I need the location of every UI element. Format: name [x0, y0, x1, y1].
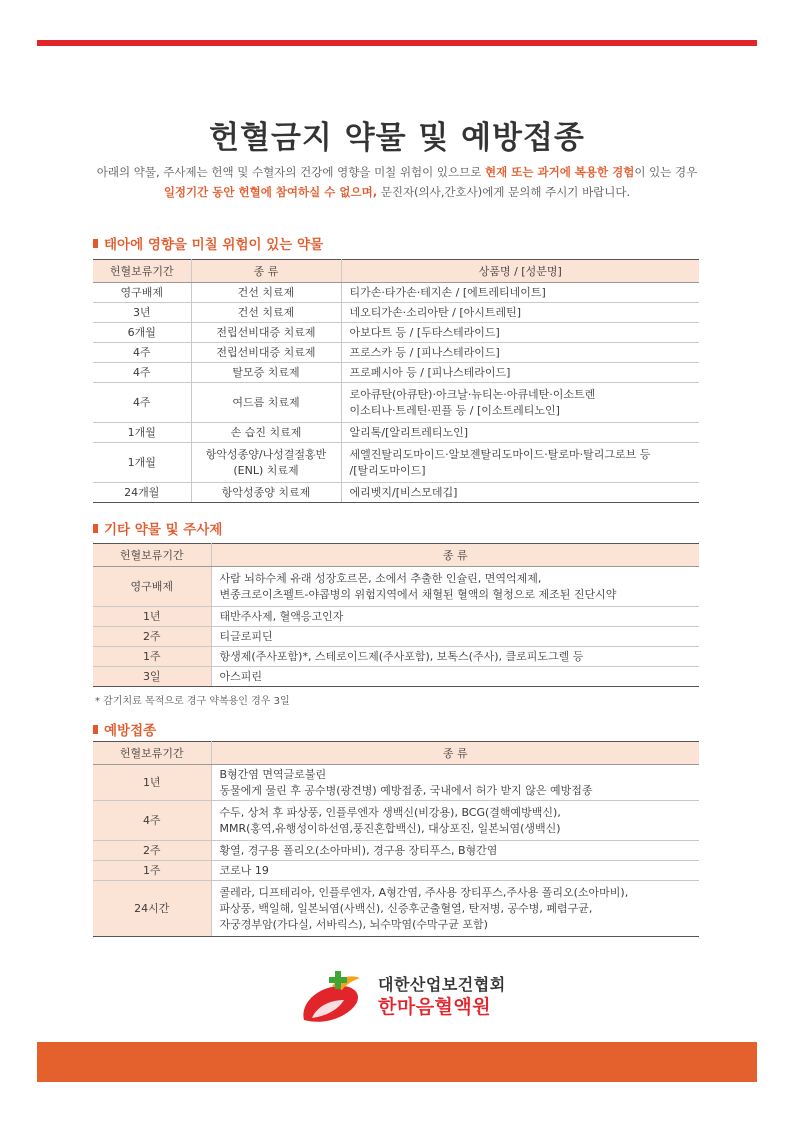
- period-cell: 2주: [93, 841, 211, 861]
- product-cell: 네오티가손·소리아탄 / [아시트레틴]: [341, 303, 699, 323]
- col-header-period: 헌혈보류기간: [93, 742, 211, 765]
- intro-part3: 문진자(의사,간호사)에게 문의해 주시기 바랍니다.: [377, 185, 631, 199]
- table-row: [93, 283, 699, 303]
- type-cell: 건선 치료제: [191, 303, 341, 323]
- period-cell: 4주: [93, 343, 191, 363]
- period-cell: 4주: [93, 363, 191, 383]
- period-cell: 6개월: [93, 323, 191, 343]
- product-cell: 프로페시아 등 / [피나스테라이드]: [341, 363, 699, 383]
- period-cell: 24시간: [93, 881, 211, 937]
- footnote: * 감기치료 목적으로 경구 약복용인 경우 3일: [95, 696, 290, 707]
- table-row: [93, 627, 699, 647]
- vaccination-table: [93, 741, 699, 937]
- table-row: [93, 303, 699, 323]
- table-row: [93, 443, 699, 483]
- type-cell: 탈모증 치료제: [191, 363, 341, 383]
- product-cell: 티가손·타가손·테지손 / [에트레티네이트]: [341, 283, 699, 303]
- type-cell: 여드름 치료제: [191, 383, 341, 423]
- type-cell: 항악성종양/나성결절홍반 (ENL) 치료제: [191, 443, 341, 483]
- type-cell: 항생제(주사포함)*, 스테로이드제(주사포함), 보톡스(주사), 클로피도그렐 등: [211, 647, 699, 667]
- type-cell: 전립선비대증 치료제: [191, 343, 341, 363]
- product-cell: 세엘진탈리도마이드·알보젠탈리도마이드·탈로마·탈리그로브 등 /[탈리도마이드]: [341, 443, 699, 483]
- table-row: [93, 881, 699, 937]
- top-red-bar: [37, 40, 757, 46]
- other-drugs-table: [93, 543, 699, 687]
- intro-text: [60, 162, 734, 202]
- type-cell: 건선 치료제: [191, 283, 341, 303]
- period-cell: 1개월: [93, 423, 191, 443]
- product-cell: 에리벳지/[비스모데깁]: [341, 483, 699, 503]
- col-header-period: 헌혈보류기간: [93, 260, 191, 283]
- section-marker-icon: [93, 524, 98, 533]
- intro-part2: 이 있는 경우: [634, 165, 698, 179]
- period-cell: 1개월: [93, 443, 191, 483]
- table-row: [93, 343, 699, 363]
- table-row: [93, 667, 699, 687]
- table-row: [93, 323, 699, 343]
- bottom-orange-bar: [37, 1042, 757, 1082]
- type-cell: 코로나 19: [211, 861, 699, 881]
- section-marker-icon: [93, 725, 98, 734]
- intro-highlight2: 일정기간 동안 헌혈에 참여하실 수 없으며,: [163, 185, 378, 199]
- table-row: [93, 861, 699, 881]
- period-cell: 4주: [93, 801, 211, 841]
- section2-heading-text: 기타 약물 및 주사제: [104, 522, 223, 538]
- period-cell: 1주: [93, 647, 211, 667]
- period-cell: 1년: [93, 765, 211, 801]
- intro-part1: 아래의 약물, 주사제는 헌액 및 수혈자의 건강에 영향을 미칠 위험이 있으므로: [96, 165, 486, 179]
- product-cell: 알리톡/[알리트레티노인]: [341, 423, 699, 443]
- type-cell: 콜레라, 디프테리아, 인플루엔자, A형간염, 주사용 장티푸스,주사용 폴리오(소아마비), 파상풍, 백일해, 일본뇌염(사백신), 신증후군출혈열, 탄저병, 공수병, 폐렴구균, 자궁경부암(가다실, 서바릭스), 뇌수막염(수막구균 포함): [211, 881, 699, 937]
- type-cell: 티글로피딘: [211, 627, 699, 647]
- type-cell: 수두, 상처 후 파상풍, 인플루엔자 생백신(비강용), BCG(결핵예방백신), MMR(홍역,유행성이하선염,풍진혼합백신), 대상포진, 일본뇌염(생백신): [211, 801, 699, 841]
- col-header-product: 상품명 / [성분명]: [341, 260, 699, 283]
- type-cell: 전립선비대증 치료제: [191, 323, 341, 343]
- table-row: [93, 801, 699, 841]
- period-cell: 4주: [93, 383, 191, 423]
- period-cell: 3일: [93, 667, 211, 687]
- table-row: [93, 841, 699, 861]
- period-cell: 1주: [93, 861, 211, 881]
- type-cell: 아스피린: [211, 667, 699, 687]
- table-row: [93, 607, 699, 627]
- table-row: [93, 567, 699, 607]
- product-cell: 로아큐탄(아큐탄)·아크날·뉴티논·아큐네탄·이소트렌 이소티나·트레틴·핀플 등 / [이소트레티노인]: [341, 383, 699, 423]
- type-cell: B형간염 면역글로불린 동물에게 물린 후 공수병(광견병) 예방접종, 국내에서 허가 받지 않은 예방접종: [211, 765, 699, 801]
- section1-heading: [93, 233, 323, 253]
- col-header-type: 종 류: [191, 260, 341, 283]
- section-marker-icon: [93, 239, 98, 248]
- logo-center-name: 한마음혈액원: [378, 996, 492, 1018]
- section2-heading: [93, 518, 222, 538]
- col-header-period: 헌혈보류기간: [93, 544, 211, 567]
- table-row: [93, 647, 699, 667]
- type-cell: 황열, 경구용 폴리오(소아마비), 경구용 장티푸스, B형간염: [211, 841, 699, 861]
- period-cell: 1년: [93, 607, 211, 627]
- col-header-type: 종 류: [211, 742, 699, 765]
- page-title: 헌혈금지 약물 및 예방접종: [209, 120, 585, 156]
- period-cell: 영구배제: [93, 283, 191, 303]
- table-row: [93, 765, 699, 801]
- table-row: [93, 483, 699, 503]
- section1-heading-text: 태아에 영향을 미칠 위험이 있는 약물: [104, 237, 324, 253]
- logo-org-name: 대한산업보건협회: [378, 975, 506, 994]
- product-cell: 아보다트 등 / [두타스테라이드]: [341, 323, 699, 343]
- product-cell: 프로스카 등 / [피나스테라이드]: [341, 343, 699, 363]
- section3-heading: [93, 719, 156, 739]
- type-cell: 손 습진 치료제: [191, 423, 341, 443]
- period-cell: 24개월: [93, 483, 191, 503]
- section3-heading-text: 예방접종: [104, 723, 157, 739]
- table-row: [93, 423, 699, 443]
- type-cell: 항악성종양 치료제: [191, 483, 341, 503]
- period-cell: 영구배제: [93, 567, 211, 607]
- type-cell: 태반주사제, 혈액응고인자: [211, 607, 699, 627]
- period-cell: 2주: [93, 627, 211, 647]
- table-row: [93, 363, 699, 383]
- drug-table: [93, 259, 699, 503]
- intro-highlight1: 현재 또는 과거에 복용한 경험: [485, 165, 635, 179]
- period-cell: 3년: [93, 303, 191, 323]
- table-row: [93, 383, 699, 423]
- col-header-type: 종 류: [211, 544, 699, 567]
- type-cell: 사람 뇌하수체 유래 성장호르몬, 소에서 추출한 인슐린, 면역억제제, 변종크로이츠펠트-야콥병의 위험지역에서 채혈된 혈액의 혈청으로 제조된 진단시약: [211, 567, 699, 607]
